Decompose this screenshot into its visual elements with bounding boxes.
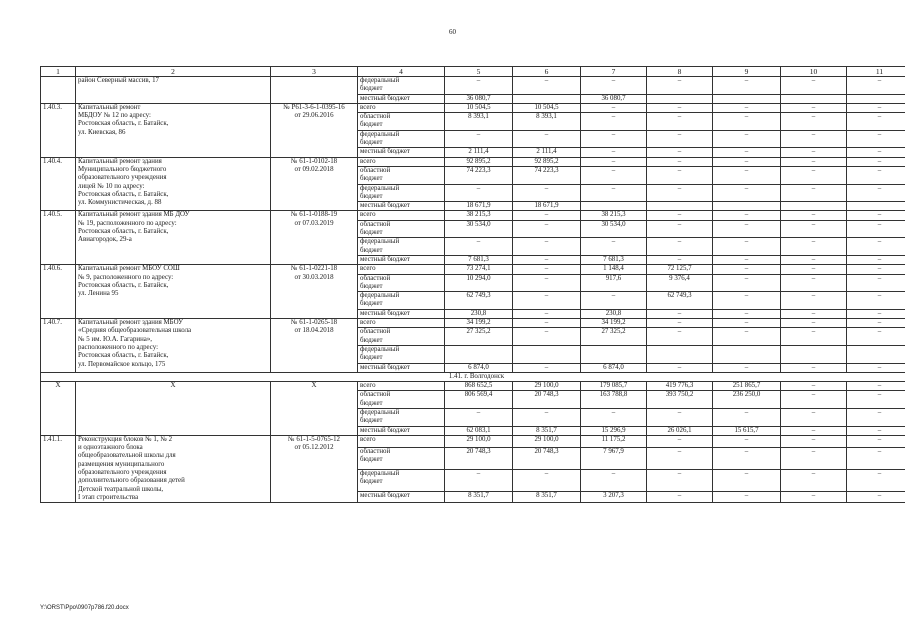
funding-source: местный бюджет <box>358 202 445 211</box>
value-col-5: 36 080,7 <box>445 94 513 103</box>
project-1-40-7--number: 1.40.7. <box>41 319 76 373</box>
value-col-8 <box>647 345 713 363</box>
value-col-8: – <box>647 238 713 256</box>
value-col-11 <box>847 94 905 103</box>
project-1-40-5--row <box>41 211 905 220</box>
value-col-7 <box>581 202 647 211</box>
funding-source: всего <box>358 382 445 391</box>
funding-source: областной бюджет <box>358 113 445 131</box>
value-col-9: – <box>713 274 781 292</box>
value-col-8: – <box>647 148 713 157</box>
value-col-6: – <box>513 184 581 202</box>
project-1-40-6--name: Капитальный ремонт МБОУ СОШ № 9, расположенного по адресу: Ростовская область, г. Батайск, ул. Ленина 95 <box>76 265 271 319</box>
column-header: 1 <box>41 67 76 77</box>
value-col-6 <box>513 94 581 103</box>
value-col-11: – <box>847 447 905 469</box>
value-col-8: – <box>647 447 713 469</box>
value-col-5: 8 393,1 <box>445 113 513 131</box>
value-col-10: – <box>781 103 847 112</box>
project-1-40-3--row <box>41 103 905 112</box>
value-col-5: – <box>445 469 513 491</box>
value-col-10: – <box>781 130 847 148</box>
value-col-7: 34 199,2 <box>581 319 647 328</box>
value-col-10: – <box>781 113 847 131</box>
value-col-8 <box>647 202 713 211</box>
value-col-10: – <box>781 184 847 202</box>
value-col-11: – <box>847 426 905 435</box>
value-col-6: – <box>513 265 581 274</box>
value-col-5: 7 681,3 <box>445 255 513 264</box>
value-col-8: 62 749,3 <box>647 292 713 310</box>
value-col-5: 18 671,9 <box>445 202 513 211</box>
value-col-8: – <box>647 103 713 112</box>
column-header: 3 <box>271 67 358 77</box>
value-col-11: – <box>847 363 905 372</box>
column-header: 6 <box>513 67 581 77</box>
project-1-40-5--name: Капитальный ремонт здания МБ ДОУ № 19, расположенного по адресу: Ростовская область, г. Батайск, Авиагородок, 29-а <box>76 211 271 265</box>
value-col-10: – <box>781 292 847 310</box>
project-1-40-7--name: Капитальный ремонт здания МБОУ «Средняя общеобразовательная школа № 5 им. Ю.А. Гагарина», расположенного по адресу: Ростовская область, г. Батайск, ул. Первомайское кольцо, 175 <box>76 319 271 373</box>
budget-table <box>40 66 905 503</box>
value-col-9: – <box>713 408 781 426</box>
value-col-6: – <box>513 220 581 238</box>
value-col-11: – <box>847 408 905 426</box>
value-col-5: 74 223,3 <box>445 166 513 184</box>
value-col-8: – <box>647 363 713 372</box>
value-col-5: – <box>445 130 513 148</box>
value-col-5: 62 749,3 <box>445 292 513 310</box>
value-col-6: – <box>513 211 581 220</box>
funding-source: всего <box>358 211 445 220</box>
value-col-5: 6 874,0 <box>445 363 513 372</box>
column-header: 5 <box>445 67 513 77</box>
value-col-6: – <box>513 255 581 264</box>
value-col-8 <box>647 94 713 103</box>
funding-source: областной бюджет <box>358 166 445 184</box>
value-col-6: 29 100,0 <box>513 382 581 391</box>
project-1-40-6--row <box>41 265 905 274</box>
value-col-11: – <box>847 491 905 503</box>
funding-source: всего <box>358 435 445 447</box>
column-header: 10 <box>781 67 847 77</box>
value-col-5: 10 294,0 <box>445 274 513 292</box>
value-col-11: – <box>847 103 905 112</box>
value-col-9: – <box>713 265 781 274</box>
value-col-10 <box>781 94 847 103</box>
value-col-6: – <box>513 274 581 292</box>
value-col-8: – <box>647 77 713 95</box>
funding-source: областной бюджет <box>358 274 445 292</box>
column-header: 9 <box>713 67 781 77</box>
value-col-11 <box>847 202 905 211</box>
column-header: 11 <box>847 67 905 77</box>
value-col-9: 251 865,7 <box>713 382 781 391</box>
project-1-40-7--document: № 61-1-0265-18 от 18.04.2018 <box>271 319 358 373</box>
value-col-6: 8 351,7 <box>513 426 581 435</box>
funding-source: областной бюджет <box>358 220 445 238</box>
funding-source: федеральный бюджет <box>358 345 445 363</box>
value-col-9: – <box>713 435 781 447</box>
value-col-10 <box>781 345 847 363</box>
continued-block-row <box>41 77 905 95</box>
value-col-9: 236 250,0 <box>713 391 781 409</box>
value-col-11: – <box>847 166 905 184</box>
project-1-40-4--number: 1.40.4. <box>41 157 76 211</box>
value-col-8: – <box>647 328 713 346</box>
funding-source: федеральный бюджет <box>358 292 445 310</box>
project-1-40-4--document: № 61-1-0102-18 от 09.02.2018 <box>271 157 358 211</box>
funding-source: федеральный бюджет <box>358 408 445 426</box>
funding-source: местный бюджет <box>358 148 445 157</box>
value-col-9: – <box>713 491 781 503</box>
value-col-10: – <box>781 77 847 95</box>
value-col-6: 74 223,3 <box>513 166 581 184</box>
funding-source: федеральный бюджет <box>358 77 445 95</box>
value-col-7: 1 148,4 <box>581 265 647 274</box>
funding-source: местный бюджет <box>358 363 445 372</box>
value-col-5: 8 351,7 <box>445 491 513 503</box>
value-col-11: – <box>847 328 905 346</box>
value-col-5: 230,8 <box>445 309 513 318</box>
value-col-10: – <box>781 491 847 503</box>
value-col-10: – <box>781 148 847 157</box>
value-col-8: – <box>647 255 713 264</box>
city-total-number: Х <box>41 382 76 436</box>
value-col-6: 29 100,0 <box>513 435 581 447</box>
header-row <box>41 67 905 77</box>
value-col-11: – <box>847 309 905 318</box>
value-col-7: – <box>581 157 647 166</box>
continued-block-document <box>271 77 358 104</box>
project-1-41-1-name: Реконструкция блоков № 1, № 2 и одноэтажного блока общеобразовательной школы для размещения муниципального образовательного учреждения дополнительного образования детей Детской театральной школы, I этап строительства <box>76 435 271 502</box>
value-col-7: – <box>581 77 647 95</box>
funding-source: местный бюджет <box>358 426 445 435</box>
project-1-41-1-document: № 61-1-5-0765-12 от 05.12.2012 <box>271 435 358 502</box>
value-col-8: – <box>647 309 713 318</box>
value-col-5: 30 534,0 <box>445 220 513 238</box>
value-col-6: – <box>513 469 581 491</box>
value-col-11 <box>847 345 905 363</box>
value-col-5: 806 569,4 <box>445 391 513 409</box>
value-col-8: 72 125,7 <box>647 265 713 274</box>
value-col-9: – <box>713 103 781 112</box>
value-col-9: – <box>713 319 781 328</box>
value-col-7: – <box>581 238 647 256</box>
value-col-7: – <box>581 469 647 491</box>
value-col-11: – <box>847 148 905 157</box>
value-col-9: – <box>713 255 781 264</box>
value-col-10 <box>781 202 847 211</box>
value-col-7: 3 207,3 <box>581 491 647 503</box>
value-col-9: – <box>713 292 781 310</box>
project-1-41-1-number: 1.41.1. <box>41 435 76 502</box>
value-col-7: – <box>581 292 647 310</box>
funding-source: всего <box>358 319 445 328</box>
project-1-40-7--row <box>41 319 905 328</box>
project-1-40-4--row <box>41 157 905 166</box>
section-title: 1.41. г. Волгодонск <box>41 372 905 381</box>
value-col-8: – <box>647 469 713 491</box>
value-col-11: – <box>847 211 905 220</box>
value-col-7: – <box>581 103 647 112</box>
value-col-11: – <box>847 238 905 256</box>
value-col-5: – <box>445 408 513 426</box>
city-total-name: Х <box>76 382 271 436</box>
value-col-11: – <box>847 157 905 166</box>
value-col-9: – <box>713 113 781 131</box>
value-col-11: – <box>847 435 905 447</box>
value-col-6: 2 111,4 <box>513 148 581 157</box>
value-col-9: – <box>713 130 781 148</box>
value-col-6: – <box>513 238 581 256</box>
value-col-6: 92 895,2 <box>513 157 581 166</box>
value-col-5: 868 652,5 <box>445 382 513 391</box>
value-col-8: 9 376,4 <box>647 274 713 292</box>
funding-source: местный бюджет <box>358 309 445 318</box>
value-col-5: 29 100,0 <box>445 435 513 447</box>
value-col-11: – <box>847 130 905 148</box>
value-col-7: 15 296,9 <box>581 426 647 435</box>
value-col-5: 2 111,4 <box>445 148 513 157</box>
value-col-5: – <box>445 77 513 95</box>
value-col-7: 7 967,9 <box>581 447 647 469</box>
project-1-40-6--number: 1.40.6. <box>41 265 76 319</box>
value-col-7: – <box>581 166 647 184</box>
value-col-9: 15 615,7 <box>713 426 781 435</box>
funding-source: федеральный бюджет <box>358 238 445 256</box>
value-col-7: 917,6 <box>581 274 647 292</box>
value-col-10: – <box>781 391 847 409</box>
value-col-7 <box>581 345 647 363</box>
funding-source: областной бюджет <box>358 391 445 409</box>
value-col-6: – <box>513 309 581 318</box>
value-col-7: – <box>581 130 647 148</box>
funding-source: федеральный бюджет <box>358 184 445 202</box>
value-col-7: 163 788,8 <box>581 391 647 409</box>
value-col-10: – <box>781 319 847 328</box>
value-col-10: – <box>781 211 847 220</box>
value-col-11: – <box>847 265 905 274</box>
value-col-10: – <box>781 363 847 372</box>
value-col-6: 20 748,3 <box>513 447 581 469</box>
value-col-5: 34 199,2 <box>445 319 513 328</box>
value-col-6: – <box>513 363 581 372</box>
value-col-7: 230,8 <box>581 309 647 318</box>
project-1-41-1-row <box>41 435 905 447</box>
value-col-10: – <box>781 408 847 426</box>
value-col-10: – <box>781 265 847 274</box>
value-col-10: – <box>781 435 847 447</box>
value-col-10: – <box>781 238 847 256</box>
value-col-8: 26 026,1 <box>647 426 713 435</box>
value-col-5: 10 504,5 <box>445 103 513 112</box>
funding-source: всего <box>358 157 445 166</box>
value-col-6: 8 393,1 <box>513 113 581 131</box>
funding-source: областной бюджет <box>358 447 445 469</box>
value-col-10: – <box>781 157 847 166</box>
value-col-6: – <box>513 130 581 148</box>
value-col-9: – <box>713 309 781 318</box>
funding-source: местный бюджет <box>358 255 445 264</box>
value-col-11: – <box>847 319 905 328</box>
funding-source: всего <box>358 265 445 274</box>
value-col-7: – <box>581 184 647 202</box>
value-col-8: – <box>647 184 713 202</box>
project-1-40-3--document: № Р61-3-6-1-0395-16 от 29.06.2016 <box>271 103 358 157</box>
value-col-10: – <box>781 382 847 391</box>
page-number: 60 <box>449 28 456 36</box>
file-path-footer: Y:\ORST\Ppo\0907p786.f20.docx <box>40 605 129 611</box>
column-header: 7 <box>581 67 647 77</box>
funding-source: федеральный бюджет <box>358 469 445 491</box>
value-col-10: – <box>781 220 847 238</box>
value-col-11: – <box>847 255 905 264</box>
value-col-10: – <box>781 328 847 346</box>
value-col-8: – <box>647 319 713 328</box>
value-col-5: 73 274,1 <box>445 265 513 274</box>
value-col-9: – <box>713 447 781 469</box>
value-col-7: – <box>581 408 647 426</box>
value-col-6: 8 351,7 <box>513 491 581 503</box>
value-col-5 <box>445 345 513 363</box>
value-col-11: – <box>847 274 905 292</box>
city-total-document: Х <box>271 382 358 436</box>
value-col-10: – <box>781 255 847 264</box>
value-col-8: 393 750,2 <box>647 391 713 409</box>
value-col-6: – <box>513 328 581 346</box>
project-1-40-5--number: 1.40.5. <box>41 211 76 265</box>
value-col-7: 38 215,3 <box>581 211 647 220</box>
project-1-40-4--name: Капитальный ремонт здания Муниципального бюджетного образовательного учреждения лицей № 10 по адресу: Ростовская область, г. Батайск, ул. Коммунистическая, д. 88 <box>76 157 271 211</box>
value-col-7: 36 080,7 <box>581 94 647 103</box>
continued-block-number <box>41 77 76 104</box>
value-col-6: 18 671,9 <box>513 202 581 211</box>
value-col-7: – <box>581 148 647 157</box>
value-col-8: – <box>647 130 713 148</box>
funding-source: местный бюджет <box>358 94 445 103</box>
value-col-7: 11 175,2 <box>581 435 647 447</box>
project-1-40-6--document: № 61-1-0221-18 от 30.03.2018 <box>271 265 358 319</box>
funding-source: областной бюджет <box>358 328 445 346</box>
project-1-40-5--document: № 61-1-0188-19 от 07.03.2019 <box>271 211 358 265</box>
value-col-8: – <box>647 435 713 447</box>
column-header: 2 <box>76 67 271 77</box>
value-col-8: – <box>647 157 713 166</box>
funding-source: всего <box>358 103 445 112</box>
city-total-row <box>41 382 905 391</box>
value-col-7: 7 681,3 <box>581 255 647 264</box>
value-col-10: – <box>781 469 847 491</box>
value-col-11: – <box>847 77 905 95</box>
value-col-11: – <box>847 220 905 238</box>
value-col-5: 92 895,2 <box>445 157 513 166</box>
value-col-6: 20 748,3 <box>513 391 581 409</box>
value-col-7: 6 874,0 <box>581 363 647 372</box>
value-col-5: 62 083,1 <box>445 426 513 435</box>
continued-block-name: район Северный массив, 17 <box>76 77 271 104</box>
value-col-7: 30 534,0 <box>581 220 647 238</box>
value-col-6: – <box>513 319 581 328</box>
value-col-9: – <box>713 238 781 256</box>
value-col-11: – <box>847 382 905 391</box>
column-header: 4 <box>358 67 445 77</box>
value-col-11: – <box>847 469 905 491</box>
value-col-6: 10 504,5 <box>513 103 581 112</box>
value-col-6: – <box>513 77 581 95</box>
value-col-11: – <box>847 113 905 131</box>
column-header: 8 <box>647 67 713 77</box>
value-col-9 <box>713 94 781 103</box>
value-col-10: – <box>781 447 847 469</box>
value-col-10: – <box>781 309 847 318</box>
value-col-8: – <box>647 491 713 503</box>
value-col-9: – <box>713 166 781 184</box>
value-col-9: – <box>713 220 781 238</box>
value-col-5: – <box>445 184 513 202</box>
funding-source: федеральный бюджет <box>358 130 445 148</box>
value-col-8: – <box>647 220 713 238</box>
value-col-9: – <box>713 148 781 157</box>
value-col-9: – <box>713 363 781 372</box>
value-col-11: – <box>847 292 905 310</box>
value-col-9: – <box>713 184 781 202</box>
value-col-8: – <box>647 166 713 184</box>
value-col-9: – <box>713 157 781 166</box>
value-col-11: – <box>847 184 905 202</box>
value-col-10: – <box>781 166 847 184</box>
value-col-9: – <box>713 469 781 491</box>
value-col-9: – <box>713 328 781 346</box>
value-col-9: – <box>713 77 781 95</box>
value-col-11: – <box>847 391 905 409</box>
value-col-7: 27 325,2 <box>581 328 647 346</box>
value-col-5: 27 325,2 <box>445 328 513 346</box>
project-1-40-3--number: 1.40.3. <box>41 103 76 157</box>
section-title-row <box>41 372 905 381</box>
value-col-9 <box>713 202 781 211</box>
value-col-7: – <box>581 113 647 131</box>
value-col-6 <box>513 345 581 363</box>
value-col-9: – <box>713 211 781 220</box>
value-col-10: – <box>781 426 847 435</box>
value-col-8: 419 776,3 <box>647 382 713 391</box>
value-col-6: – <box>513 408 581 426</box>
value-col-10: – <box>781 274 847 292</box>
value-col-7: 179 085,7 <box>581 382 647 391</box>
value-col-5: 20 748,3 <box>445 447 513 469</box>
funding-source: местный бюджет <box>358 491 445 503</box>
value-col-5: 38 215,3 <box>445 211 513 220</box>
value-col-5: – <box>445 238 513 256</box>
value-col-9 <box>713 345 781 363</box>
value-col-8: – <box>647 113 713 131</box>
project-1-40-3--name: Капитальный ремонт МБДОУ № 12 по адресу: Ростовская область, г. Батайск, ул. Киевская, 86 <box>76 103 271 157</box>
value-col-8: – <box>647 408 713 426</box>
value-col-8: – <box>647 211 713 220</box>
value-col-6: – <box>513 292 581 310</box>
